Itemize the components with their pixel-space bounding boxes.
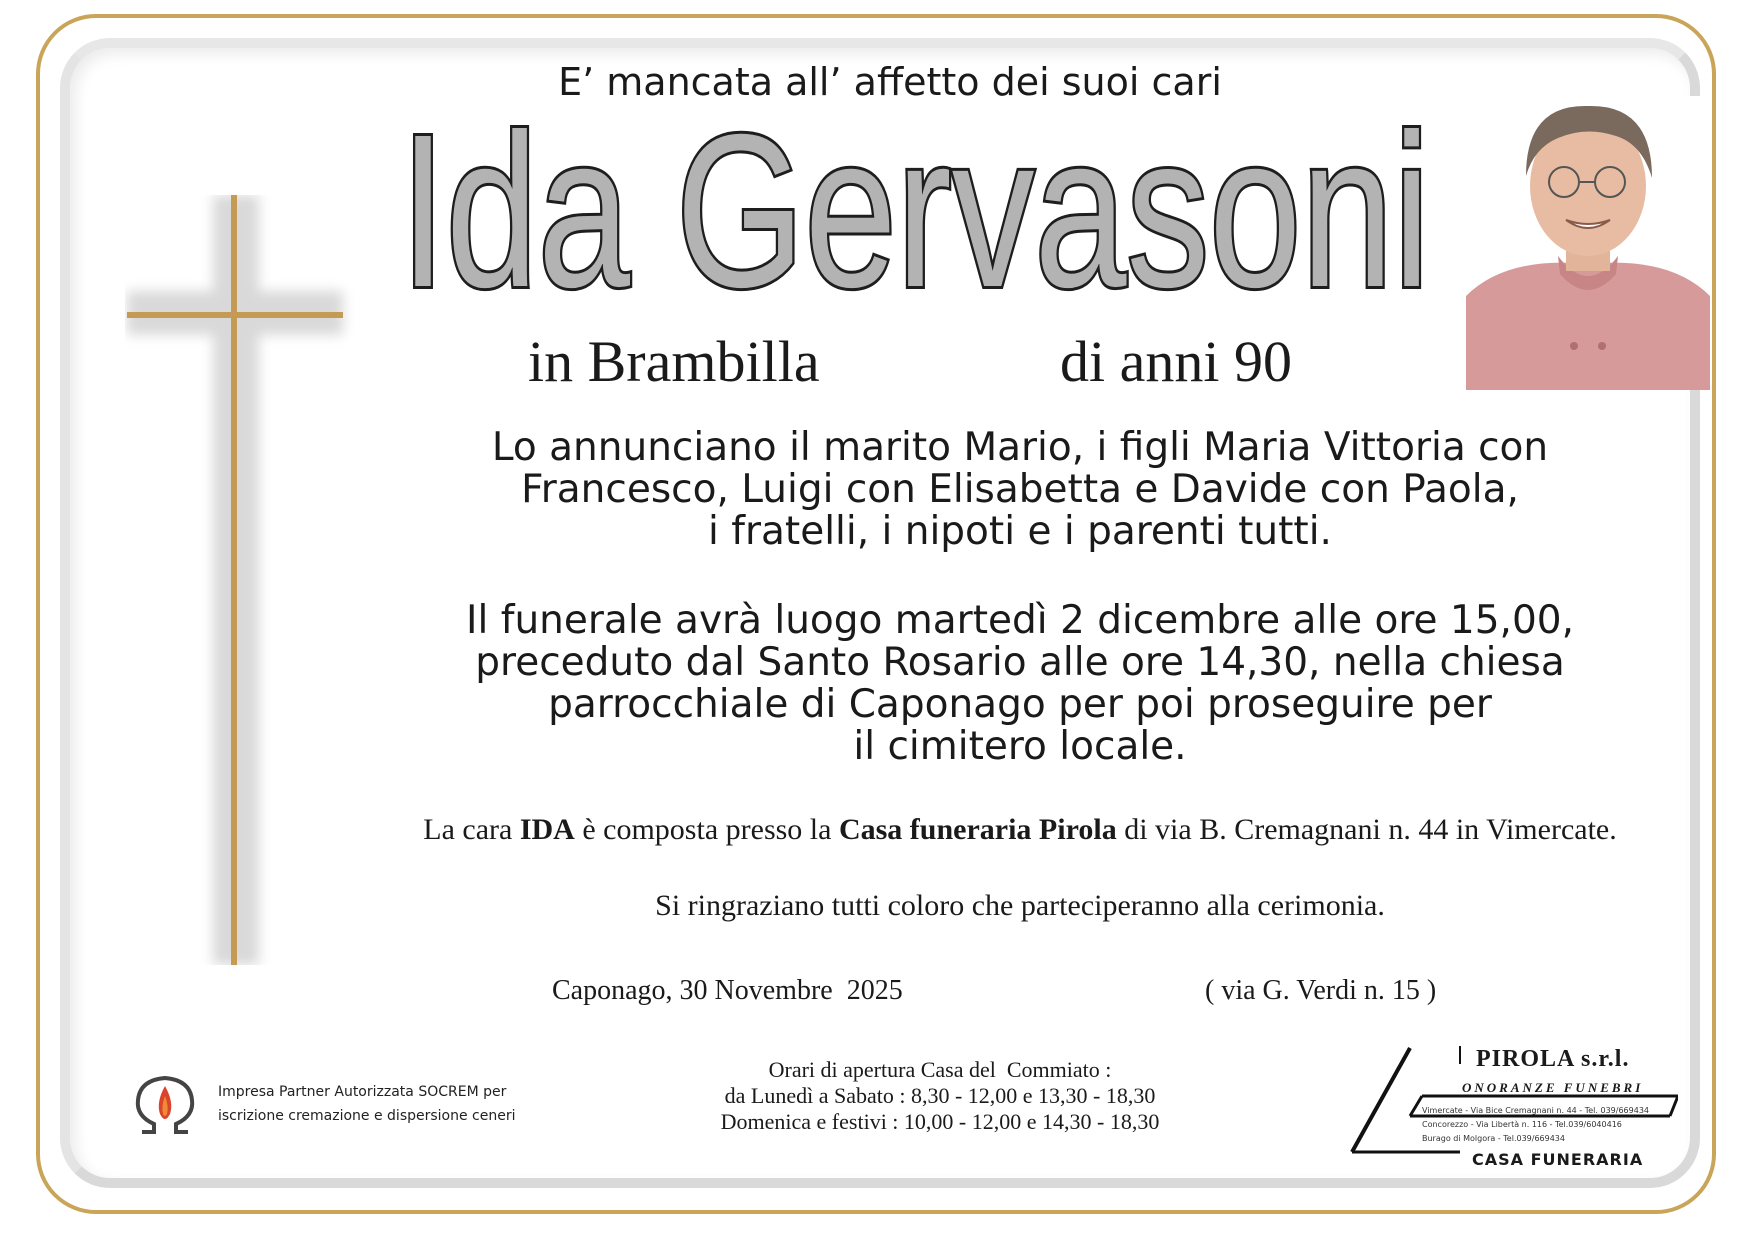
vigil-text: di via B. Cremagnani n. 44 in Vimercate. xyxy=(1116,813,1617,846)
vigil-text: La cara xyxy=(423,813,520,846)
vigil-funeral-home: Casa funeraria Pirola xyxy=(838,813,1117,846)
married-name: in Brambilla xyxy=(528,329,820,394)
announcement-block xyxy=(370,427,1670,553)
vigil-text: è composta presso la xyxy=(574,813,839,846)
pirola-name: PIROLA s.r.l. xyxy=(1476,1046,1630,1072)
vigil-name: IDA xyxy=(519,813,575,846)
pirola-addresses xyxy=(1422,1104,1649,1146)
portrait-photo xyxy=(1466,96,1710,390)
socrem-logo-icon xyxy=(128,1066,202,1140)
place-date: Caponago, 30 Novembre 2025 xyxy=(552,975,903,1006)
hours-holidays: Domenica e festivi : 10,00 - 12,00 e 14,30 - 18,30 xyxy=(720,1109,1160,1134)
funeral-line: parrocchiale di Caponago per poi proseguire per xyxy=(548,682,1492,727)
socrem-line: Impresa Partner Autorizzata SOCREM per xyxy=(218,1084,507,1100)
pirola-casa-funeraria: CASA FUNERARIA xyxy=(1472,1150,1644,1169)
thanks-text: Si ringraziano tutti coloro che parteciperanno alla cerimonia. xyxy=(655,889,1385,922)
socrem-line: iscrizione cremazione e dispersione ceneri xyxy=(218,1108,516,1124)
funeral-line: preceduto dal Santo Rosario alle ore 14,30, nella chiesa xyxy=(475,640,1565,685)
hours-title: Orari di apertura Casa del Commiato : xyxy=(768,1057,1112,1082)
announcement-line: i fratelli, i nipoti e i parenti tutti. xyxy=(708,509,1332,554)
announcement-line: Lo annunciano il marito Mario, i figli Maria Vittoria con xyxy=(491,425,1549,470)
age-text: di anni 90 xyxy=(1060,329,1292,394)
funeral-line: Il funerale avrà luogo martedì 2 dicembre alle ore 15,00, xyxy=(466,598,1574,643)
pirola-address-line: Vimercate - Via Bice Cremagnani n. 44 - Tel. 039/669434 xyxy=(1422,1106,1649,1115)
funeral-line: il cimitero locale. xyxy=(853,724,1187,769)
vigil-info xyxy=(300,813,1740,847)
cross-icon xyxy=(125,195,355,965)
hours-weekdays: da Lunedì a Sabato : 8,30 - 12,00 e 13,30 - 18,30 xyxy=(724,1083,1156,1108)
pirola-subtitle: ONORANZE FUNEBRI xyxy=(1462,1080,1644,1095)
socrem-text xyxy=(218,1080,516,1128)
opening-hours xyxy=(680,1057,1200,1135)
address-text: ( via G. Verdi n. 15 ) xyxy=(1205,975,1437,1006)
announcement-line: Francesco, Luigi con Elisabetta e Davide con Paola, xyxy=(521,467,1519,512)
deceased-name-text: Ida Gervasoni xyxy=(400,118,1430,308)
pirola-address-line: Burago di Molgora - Tel.039/669434 xyxy=(1422,1134,1565,1143)
funeral-block xyxy=(370,600,1670,768)
pirola-address-line: Concorezzo - Via Libertà n. 116 - Tel.039/6040416 xyxy=(1422,1120,1622,1129)
intro-text: E’ mancata all’ affetto dei suoi cari xyxy=(558,60,1222,104)
deceased-name xyxy=(400,118,1450,308)
